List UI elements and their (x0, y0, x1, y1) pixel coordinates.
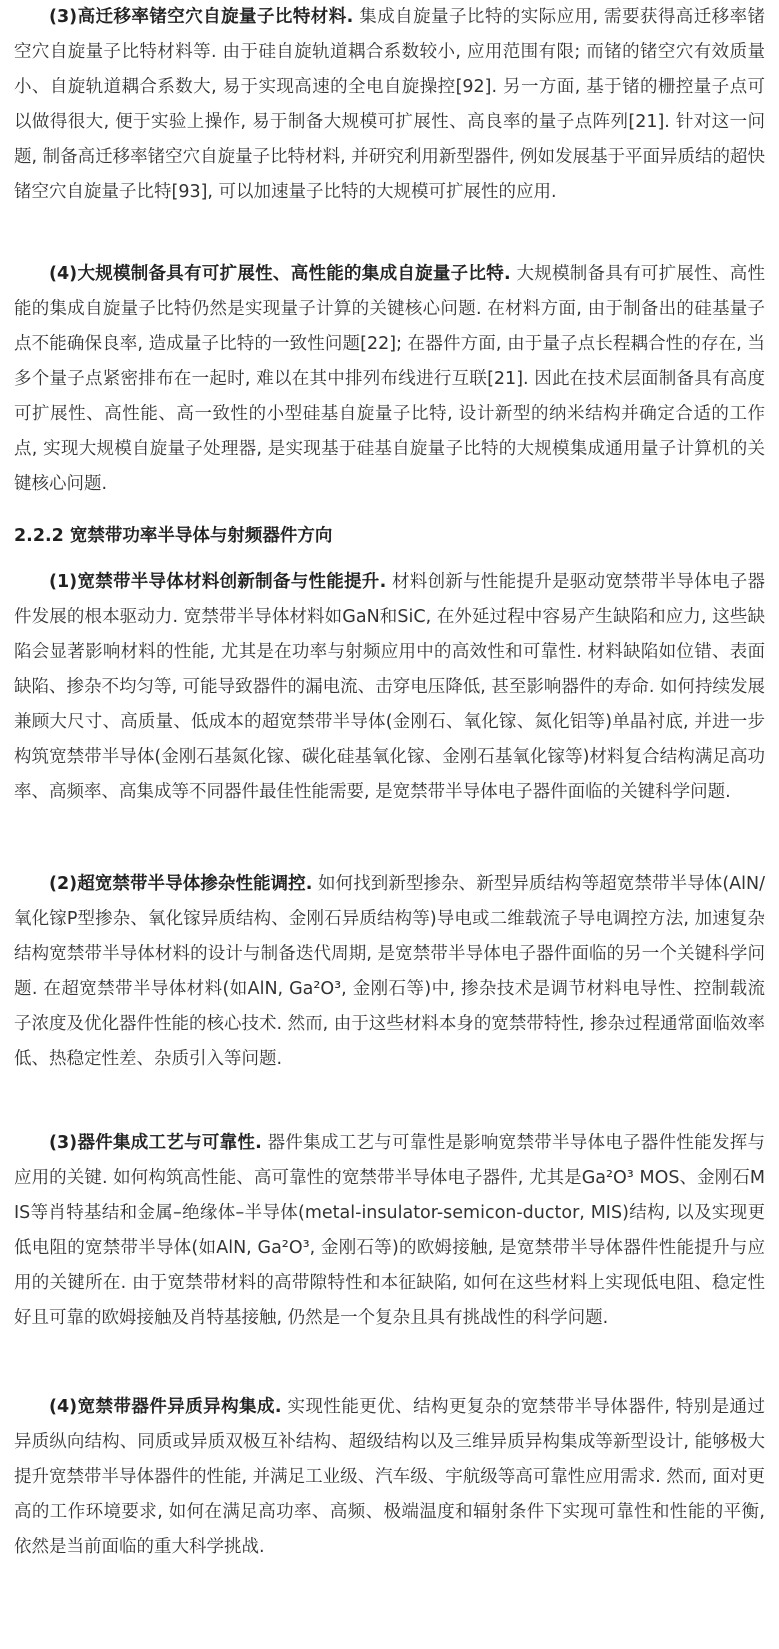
paragraph-body: 集成自旋量子比特的实际应用, 需要获得高迁移率锗空穴自旋量子比特材料等. 由于硅自旋轨道耦合系数较小, 应用范围有限; 而锗的锗空穴有效质量小、自旋轨道耦合系数大, 易于实现高速的全电自旋操控[92]. 另一方面, 基于锗的栅控量子点可以做得很大, 便于实验上操作, 易于制备大规模可扩展性、高良率的量子点阵列[21]. 针对这一问题, 制备高迁移率锗空穴自旋量子比特材料, 并研究利用新型器件, 例如发展基于平面异质结的超快锗空穴自旋量子比特[93], 可以加速量子比特的大规模可扩展性的应用. (14, 7, 766, 202)
paragraph-heterogeneous-integration (14, 1390, 765, 1565)
paragraph-wide-bandgap-materials (14, 565, 765, 810)
paragraph-body: 实现性能更优、结构更复杂的宽禁带半导体器件, 特别是通过异质纵向结构、同质或异质双极互补结构、超级结构以及三维异质异构集成等新型设计, 能够极大提升宽禁带半导体器件的性能, 并满足工业级、汽车级、宇航级等高可靠性应用需求. 然而, 面对更高的工作环境要求, 如何在满足高功率、高频、极端温度和辐射条件下实现可靠性和性能的平衡, 依然是当前面临的重大科学挑战. (14, 1397, 765, 1557)
paragraph-integration-reliability (14, 1126, 765, 1336)
paragraph-lead: (2)超宽禁带半导体掺杂性能调控. (49, 874, 313, 894)
paragraph-lead: (4)大规模制备具有可扩展性、高性能的集成自旋量子比特. (49, 264, 511, 284)
paragraph-lead: (1)宽禁带半导体材料创新制备与性能提升. (49, 572, 387, 592)
paragraph-body: 大规模制备具有可扩展性、高性能的集成自旋量子比特仍然是实现量子计算的关键核心问题. 在材料方面, 由于制备出的硅基量子点不能确保良率, 造成量子比特的一致性问题[22]; 在器件方面, 由于量子点长程耦合性的存在, 当多个量子点紧密排布在一起时, 难以在其中排列布线进行互联[21]. 因此在技术层面制备具有高度可扩展性、高性能、高一致性的小型硅基自旋量子比特, 设计新型的纳米结构并确定合适的工作点, 实现大规模自旋量子处理器, 是实现基于硅基自旋量子比特的大规模集成通用量子计算机的关键核心问题. (14, 264, 765, 494)
section-heading: 2.2.2 宽禁带功率半导体与射频器件方向 (14, 526, 333, 546)
paragraph-doping-control (14, 867, 765, 1077)
paragraph-body: 材料创新与性能提升是驱动宽禁带半导体电子器件发展的根本驱动力. 宽禁带半导体材料如GaN和SiC, 在外延过程中容易产生缺陷和应力, 这些缺陷会显著影响材料的性能, 尤其是在功率与射频应用中的高效性和可靠性. 材料缺陷如位错、表面缺陷、掺杂不均匀等, 可能导致器件的漏电流、击穿电压降低, 甚至影响器件的寿命. 如何持续发展兼顾大尺寸、高质量、低成本的超宽禁带半导体(金刚石、氧化镓、氮化铝等)单晶衬底, 并进一步构筑宽禁带半导体(金刚石基氮化镓、碳化硅基氧化镓、金刚石基氧化镓等)材料复合结构满足高功率、高频率、高集成等不同器件最佳性能需要, 是宽禁带半导体电子器件面临的关键科学问题. (14, 572, 765, 802)
paragraph-lead: (4)宽禁带器件异质异构集成. (49, 1397, 282, 1417)
paragraph-lead: (3)高迁移率锗空穴自旋量子比特材料. (49, 7, 354, 27)
paragraph-lead: (3)器件集成工艺与可靠性. (49, 1133, 262, 1153)
paragraph-body: 如何找到新型掺杂、新型异质结构等超宽禁带半导体(AlN/氧化镓P型掺杂、氧化镓异质结构、金刚石异质结构等)导电或二维载流子导电调控方法, 加速复杂结构宽禁带半导体材料的设计与制备迭代周期, 是宽禁带半导体电子器件面临的另一个关键科学问题. 在超宽禁带半导体材料(如AlN, Ga²O³, 金刚石等)中, 掺杂技术是调节材料电导性、控制载流子浓度及优化器件性能的核心技术. 然而, 由于这些材料本身的宽禁带特性, 掺杂过程通常面临效率低、热稳定性差、杂质引入等问题. (14, 874, 765, 1069)
paragraph-body: 器件集成工艺与可靠性是影响宽禁带半导体电子器件性能发挥与应用的关键. 如何构筑高性能、高可靠性的宽禁带半导体电子器件, 尤其是Ga²O³ MOS、金刚石MIS等肖特基结和金属–绝缘体–半导体(metal-insulator-semicon-ductor, MIS)结构, 以及实现更低电阻的宽禁带半导体(如AlN, Ga²O³, 金刚石等)的欧姆接触, 是宽禁带半导体器件性能提升与应用的关键所在. 由于宽禁带材料的高带隙特性和本征缺陷, 如何在这些材料上实现低电阻、稳定性好且可靠的欧姆接触及肖特基接触, 仍然是一个复杂且具有挑战性的科学问题. (14, 1133, 765, 1328)
paragraph-scalable-qubits (14, 257, 765, 502)
paragraph-germanium-hole-qubit (14, 0, 765, 210)
